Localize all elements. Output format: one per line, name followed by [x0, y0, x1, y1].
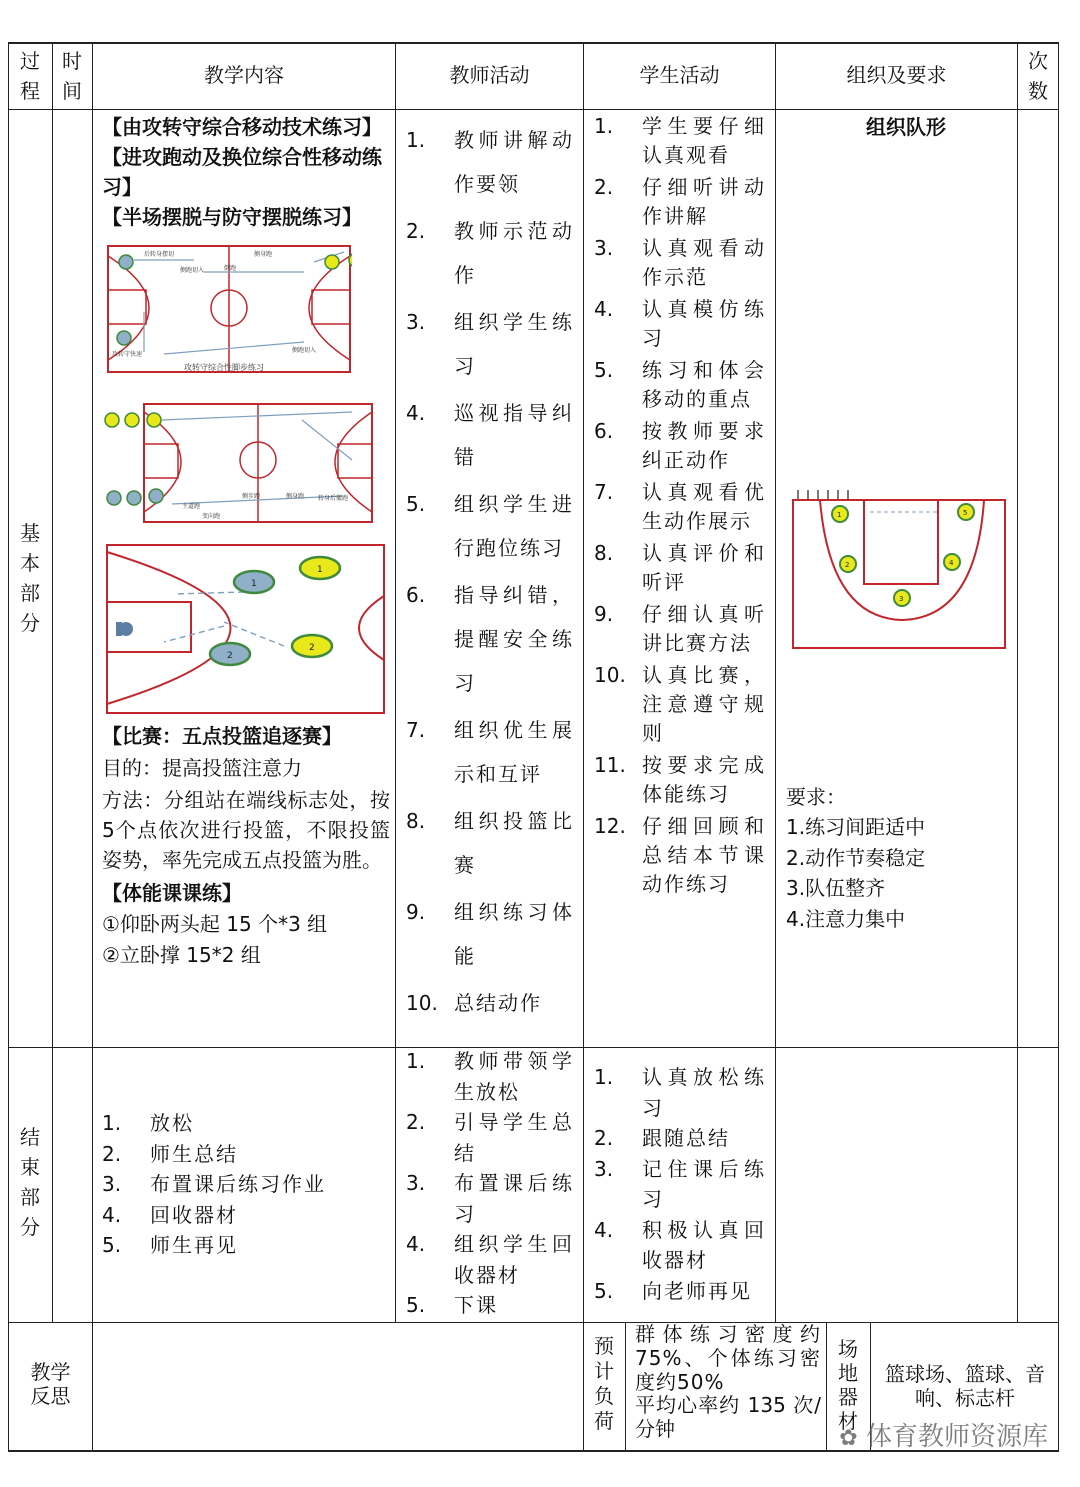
- reflection-label: [9, 1360, 92, 1408]
- player-marker: [107, 491, 121, 505]
- list-item: [406, 209, 574, 297]
- court-left-key: [144, 444, 178, 478]
- list-item-number: 1.: [102, 1111, 122, 1135]
- org-requirement: 4.注意力集中: [786, 907, 906, 931]
- list-item-number: 1.: [594, 114, 614, 138]
- list-item: [594, 812, 766, 899]
- list-item-number: 3.: [406, 310, 426, 334]
- list-item-number: 7.: [406, 718, 426, 742]
- list-item: [406, 300, 574, 388]
- movement-arrows: [162, 412, 352, 504]
- list-item-number: 1.: [406, 128, 426, 152]
- list-item-text: 放松: [150, 1111, 194, 1135]
- col-divider-3: [395, 42, 396, 1322]
- list-item: [594, 295, 766, 353]
- list-item: [594, 417, 766, 475]
- fitness-title: 【体能课课练】: [102, 881, 242, 905]
- reflection-text: 教学反思: [30, 1360, 71, 1408]
- list-item-number: 4.: [102, 1202, 122, 1227]
- diagram-label: 攻转守快速: [112, 351, 143, 358]
- col-divider-2: [92, 42, 93, 1452]
- player-number: 1: [251, 579, 257, 589]
- load-label: 预计负荷: [594, 1334, 614, 1433]
- wechat-icon: ✿: [839, 1426, 858, 1451]
- point-number: 1: [837, 511, 842, 519]
- org-requirement: 2.动作节奏稳定: [786, 846, 926, 870]
- org-requirements-title: 要求：: [786, 785, 846, 809]
- player-marker: [149, 489, 163, 503]
- list-item-number: 5.: [594, 358, 614, 382]
- list-item-text: 认真观看优生动作展示: [642, 480, 766, 533]
- list-item: [406, 799, 574, 887]
- list-item: [102, 1139, 382, 1170]
- header-content: 教学内容: [204, 63, 284, 87]
- game-purpose: 目的：提高投篮注意力: [102, 756, 302, 780]
- list-item-number: 2.: [102, 1141, 122, 1166]
- list-item-text: 积极认真回收器材: [642, 1217, 766, 1272]
- list-item-text: 指导纠错，提醒安全练习: [454, 583, 574, 695]
- list-item-number: 8.: [594, 541, 614, 565]
- list-item: [406, 1290, 574, 1321]
- list-item-text: 按教师要求纠正动作: [642, 419, 766, 472]
- movement-arrows: [164, 592, 284, 646]
- list-item-number: 10.: [406, 991, 438, 1015]
- list-item: [594, 600, 766, 658]
- diagram-label: 主道跑: [182, 503, 201, 510]
- court-left-arc: [108, 256, 149, 360]
- list-item-text: 师生再见: [150, 1233, 238, 1257]
- court-right-arc: [309, 256, 350, 360]
- list-item-text: 练习和体会移动的重点: [642, 358, 766, 411]
- list-item-number: 4.: [406, 1232, 426, 1256]
- hoop-icon: [119, 622, 133, 636]
- fitness-item: ①仰卧两头起 15 个*3 组: [102, 912, 328, 936]
- header-time: 时间: [62, 49, 82, 103]
- list-item: [594, 478, 766, 536]
- player-marker: [105, 413, 119, 427]
- court-diagram-transition: [104, 242, 352, 374]
- point-number: 2: [845, 561, 850, 569]
- court-diagram-halfcourt: [104, 542, 386, 716]
- court-boundary: [793, 500, 1005, 648]
- court-right-key: [338, 444, 372, 478]
- list-item-number: 9.: [406, 900, 426, 924]
- list-item-number: 11.: [594, 753, 626, 777]
- list-item-number: 10.: [594, 663, 626, 687]
- list-item-number: 1.: [406, 1049, 426, 1073]
- list-item-text: 下课: [454, 1293, 498, 1317]
- list-item-number: 5.: [406, 492, 426, 516]
- col-border-left: [8, 42, 9, 1452]
- list-item-number: 4.: [594, 1217, 614, 1242]
- list-item-text: 组织学生练习: [454, 310, 574, 378]
- point-number: 3: [899, 595, 904, 603]
- court-boundary: [107, 545, 384, 713]
- org-requirement: 1.练习间距适中: [786, 815, 926, 839]
- list-item-number: 4.: [594, 297, 614, 321]
- list-item-text: 回收器材: [150, 1202, 238, 1227]
- list-item: [406, 573, 574, 705]
- list-item-text: 仔细听讲动作讲解: [642, 175, 766, 228]
- list-item-text: 认真比赛，注意遵守规则: [642, 663, 766, 745]
- list-item: [594, 751, 766, 809]
- list-item-text: 仔细回顾和总结本节课动作练习: [642, 814, 766, 896]
- table-border-top: [8, 42, 1059, 44]
- list-item: [102, 1169, 382, 1200]
- list-item: [102, 1200, 382, 1231]
- list-item: [102, 1108, 382, 1139]
- list-item-text: 布置课后练习: [454, 1171, 574, 1226]
- list-item: [406, 890, 574, 978]
- org-formation-diagram: [790, 488, 1008, 650]
- list-item-number: 2.: [594, 1126, 614, 1150]
- game-method: 方法：分组站在端线标志处，按5个点依次进行投篮，不限投篮姿势，率先完成五点投篮为胜。: [102, 788, 390, 872]
- player-marker: [325, 255, 339, 269]
- player-marker: [119, 255, 133, 269]
- teacher-activity-list: [406, 118, 574, 1028]
- list-item: [406, 118, 574, 206]
- col-border-right: [1058, 42, 1059, 1452]
- list-item-text: 跟随总结: [642, 1126, 730, 1150]
- list-item: [594, 539, 766, 597]
- col-divider-1: [52, 42, 53, 1322]
- list-item-text: 引导学生总结: [454, 1110, 574, 1165]
- list-item: [594, 1123, 766, 1154]
- list-item-number: 1.: [594, 1065, 614, 1089]
- list-item-number: 5.: [406, 1293, 426, 1317]
- student-activity-list: [594, 112, 766, 902]
- list-item-text: 布置课后练习作业: [150, 1172, 326, 1196]
- header-count: 次数: [1028, 49, 1048, 103]
- list-item-text: 按要求完成体能练习: [642, 753, 766, 806]
- list-item-text: 总结动作: [454, 991, 542, 1015]
- list-item-number: 12.: [594, 814, 626, 838]
- list-item-text: 认真模仿练习: [642, 297, 766, 350]
- diagram-label: 侧跑切入: [180, 267, 205, 274]
- content-title-offense: 【进攻跑动及换位综合性移动练习】: [102, 145, 382, 199]
- player-marker: [127, 491, 141, 505]
- list-item-number: 3.: [406, 1171, 426, 1195]
- list-item: [406, 981, 574, 1025]
- list-item-number: 3.: [594, 236, 614, 260]
- list-item-text: 教师示范动作: [454, 219, 574, 287]
- diagram-caption: 攻转守综合性脚步练习: [184, 363, 264, 372]
- diagram-label: 侧步跑: [242, 493, 261, 500]
- list-item-text: 学生要仔细认真观看: [642, 114, 766, 167]
- list-item: [594, 356, 766, 414]
- diagram-label: 侧跑切入: [292, 347, 317, 354]
- list-item-text: 认真观看动作示范: [642, 236, 766, 289]
- fitness-item: ②立卧撑 15*2 组: [102, 943, 261, 967]
- list-item: [406, 708, 574, 796]
- point-number: 5: [963, 509, 968, 517]
- list-item: [594, 112, 766, 170]
- content-title-halfcourt: 【半场摆脱与防守摆脱练习】: [102, 205, 362, 229]
- list-item: [406, 1107, 574, 1168]
- load-heart-rate: 平均心率约 135 次/分钟: [635, 1393, 821, 1441]
- list-item-text: 巡视指导纠错: [454, 401, 574, 469]
- list-item: [406, 482, 574, 570]
- player-number: 1: [317, 565, 323, 575]
- list-item-number: 3.: [594, 1156, 614, 1181]
- header-teacher: 教师活动: [449, 63, 530, 87]
- diagram-label: 变向跑: [202, 513, 221, 520]
- court-diagram-offense: [102, 400, 378, 526]
- list-item-number: 5.: [102, 1233, 122, 1257]
- player-marker: [117, 331, 131, 345]
- list-item: [102, 1230, 382, 1261]
- end-part-label: 结束部分: [20, 1125, 40, 1239]
- diagram-label: 侧身跑: [254, 251, 273, 258]
- end-student-list: [594, 1062, 766, 1306]
- diagram-label: 倒跑: [224, 265, 237, 272]
- col-divider-6: [1017, 42, 1018, 1322]
- footer-divider-b: [826, 1322, 827, 1452]
- list-item-text: 组织学生进行跑位练习: [454, 492, 574, 560]
- list-item-text: 向老师再见: [642, 1278, 752, 1303]
- list-item-text: 仔细认真听讲比赛方法: [642, 602, 766, 655]
- col-divider-5: [775, 42, 776, 1322]
- court-key: [864, 500, 938, 584]
- org-requirement: 3.队伍整齐: [786, 876, 886, 900]
- list-item-text: 认真评价和听评: [642, 541, 766, 594]
- player-number: 2: [227, 651, 233, 661]
- court-left-key: [108, 290, 146, 324]
- court-right-key: [312, 290, 350, 324]
- list-item: [406, 391, 574, 479]
- list-item: [594, 1154, 766, 1215]
- list-item-number: 5.: [594, 1278, 614, 1303]
- diagram-label: 转身后撤跑: [318, 495, 349, 502]
- list-item-number: 2.: [594, 175, 614, 199]
- list-item: [406, 1229, 574, 1290]
- list-item-number: 6.: [594, 419, 614, 443]
- list-item-text: 组织优生展示和互评: [454, 718, 574, 786]
- row-divider-header: [8, 109, 1059, 110]
- diagram-label: 侧身跑: [286, 493, 305, 500]
- list-item-text: 组织投篮比赛: [454, 809, 574, 877]
- list-item-number: 7.: [594, 480, 614, 504]
- list-item-text: 记住课后练习: [642, 1156, 766, 1211]
- header-org: 组织及要求: [846, 63, 947, 87]
- venue-text: 篮球场、篮球、音响、标志杆: [885, 1362, 1045, 1410]
- list-item-text: 组织学生回收器材: [454, 1232, 574, 1287]
- watermark: [839, 1416, 1048, 1453]
- list-item-text: 师生总结: [150, 1141, 238, 1166]
- list-item: [594, 1062, 766, 1123]
- end-teacher-list: [406, 1046, 574, 1321]
- footer-divider-a: [625, 1322, 626, 1452]
- list-item: [594, 661, 766, 748]
- list-item-number: 8.: [406, 809, 426, 833]
- list-item-text: 教师讲解动作要领: [454, 128, 574, 196]
- basic-part-label: 基本部分: [20, 521, 40, 635]
- diagram-label: 后转身摆切: [144, 251, 175, 258]
- court-center-arc: [359, 596, 384, 660]
- list-item: [594, 1276, 766, 1307]
- header-student: 学生活动: [639, 63, 720, 87]
- end-content-list: [102, 1108, 382, 1261]
- header-process: 过程: [20, 49, 40, 103]
- list-item-text: 教师带领学生放松: [454, 1049, 574, 1104]
- watermark-text: 体育教师资源库: [865, 1422, 1048, 1452]
- list-item: [594, 173, 766, 231]
- list-item-number: 2.: [406, 219, 426, 243]
- player-marker: [125, 413, 139, 427]
- list-item-text: 组织练习体能: [454, 900, 574, 968]
- content-title-transition: 【由攻转守综合移动技术练习】: [102, 115, 382, 139]
- list-item-number: 9.: [594, 602, 614, 626]
- col-divider-4: [583, 42, 584, 1452]
- list-item-number: 6.: [406, 583, 426, 607]
- venue-label: 场地器材: [838, 1337, 858, 1433]
- list-item: [406, 1046, 574, 1107]
- list-item: [594, 1215, 766, 1276]
- list-item-number: 4.: [406, 401, 426, 425]
- point-number: 4: [949, 559, 954, 567]
- game-title: 【比赛：五点投篮追逐赛】: [102, 724, 342, 748]
- list-item-number: 3.: [102, 1172, 122, 1196]
- row-divider-end: [8, 1322, 1059, 1323]
- player-number: 2: [309, 643, 315, 653]
- list-item: [594, 234, 766, 292]
- list-item: [406, 1168, 574, 1229]
- org-title: 组织队形: [866, 115, 946, 139]
- player-marker: [147, 413, 161, 427]
- list-item-text: 认真放松练习: [642, 1065, 766, 1120]
- list-item-number: 2.: [406, 1110, 426, 1134]
- load-density: 群体练习密度约75%、个体练习密度约50%: [635, 1322, 821, 1394]
